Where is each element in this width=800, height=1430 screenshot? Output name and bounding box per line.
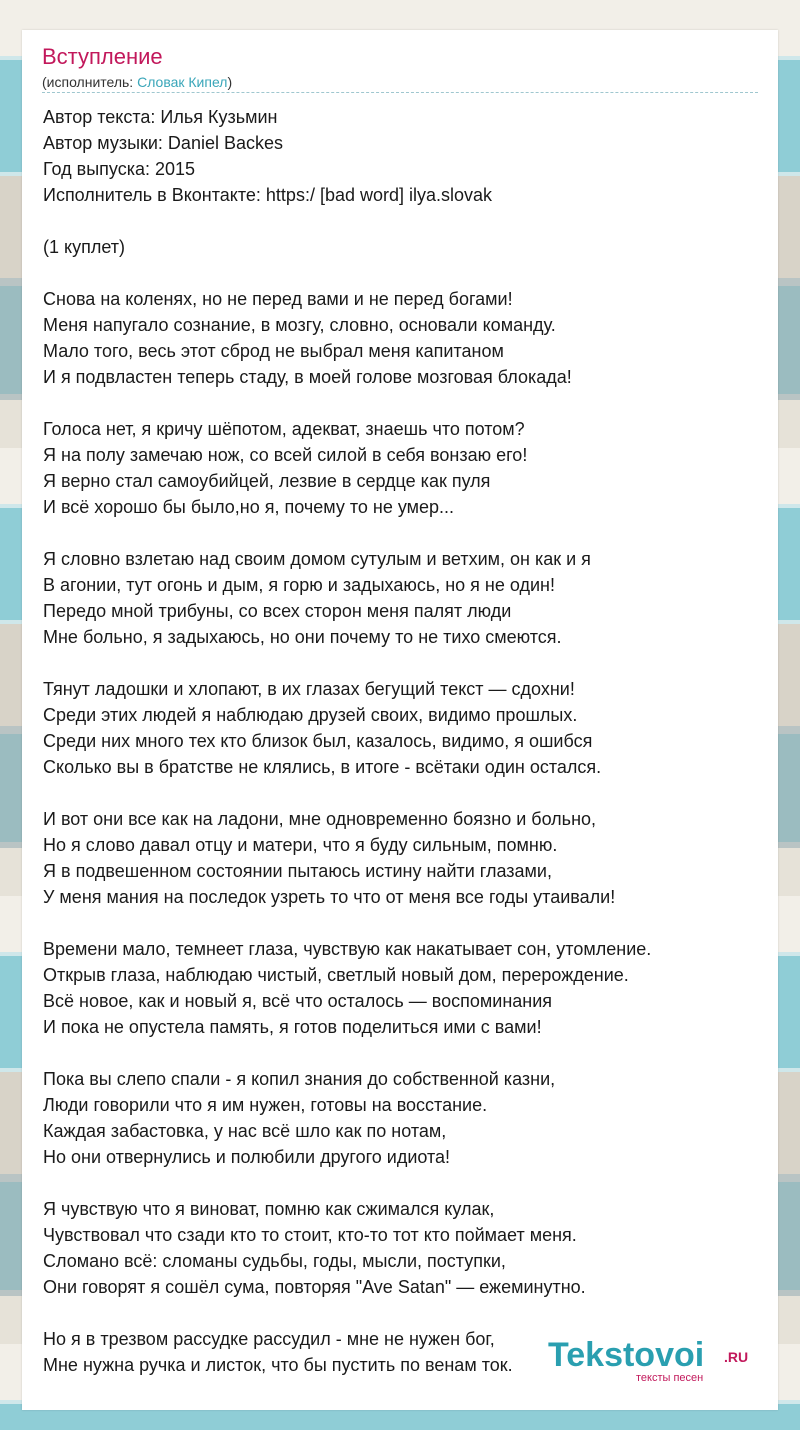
lyrics-line	[43, 910, 763, 936]
lyrics-line: Мне больно, я задыхаюсь, но они почему то не тихо смеются.	[43, 627, 562, 647]
logo-tagline: тексты песен	[636, 1372, 704, 1384]
lyrics-line: Мне нужна ручка и листок, что бы пустить по венам ток.	[43, 1355, 513, 1375]
lyrics-line: (1 куплет)	[43, 237, 125, 257]
lyrics-line: Среди них много тех кто близок был, казалось, видимо, я ошибся	[43, 731, 593, 751]
header-divider	[42, 92, 758, 93]
lyrics-line: Я верно стал самоубийцей, лезвие в сердце как пуля	[43, 471, 491, 491]
lyrics-line	[43, 650, 763, 676]
artist-prefix: (исполнитель:	[42, 74, 138, 90]
lyrics-line: Я чувствую что я виноват, помню как сжимался кулак,	[43, 1199, 495, 1219]
lyrics-line: Чувствовал что сзади кто то стоит, кто-то тот кто поймает меня.	[43, 1225, 577, 1245]
lyrics-line: Исполнитель в Вконтакте: https:/ [bad word] ilya.slovak	[43, 185, 493, 205]
lyrics-line: Всё новое, как и новый я, всё что осталось — воспоминания	[43, 991, 553, 1011]
lyrics-line: У меня мания на последок узреть то что от меня все годы утаивали!	[43, 887, 616, 907]
lyrics-line: Меня напугало сознание, в мозгу, словно, основали команду.	[43, 315, 556, 335]
lyrics-line: И вот они все как на ладони, мне одновременно боязно и больно,	[43, 809, 597, 829]
lyrics-text	[43, 104, 763, 1378]
lyrics-line: Голоса нет, я кричу шёпотом, адекват, знаешь что потом?	[43, 419, 525, 439]
logo-tld: .RU	[724, 1349, 749, 1365]
lyrics-line: Я на полу замечаю нож, со всей силой в себя вонзаю его!	[43, 445, 528, 465]
lyrics-line	[43, 780, 763, 806]
lyrics-line: Снова на коленях, но не перед вами и не перед богами!	[43, 289, 513, 309]
lyrics-line	[43, 1040, 763, 1066]
lyrics-line	[43, 390, 763, 416]
lyrics-line: Автор музыки: Daniel Backes	[43, 133, 283, 153]
lyrics-line: Мало того, весь этот сброд не выбрал меня капитаном	[43, 341, 504, 361]
lyrics-line: В агонии, тут огонь и дым, я горю и задыхаюсь, но я не один!	[43, 575, 555, 595]
song-title: Вступление	[42, 44, 163, 69]
artist-line	[42, 73, 232, 91]
lyrics-line: И пока не опустела память, я готов поделиться ими с вами!	[43, 1017, 542, 1037]
lyrics-line: Передо мной трибуны, со всех сторон меня палят люди	[43, 601, 512, 621]
lyrics-line	[43, 1170, 763, 1196]
lyrics-line: Каждая забастовка, у нас всё шло как по нотам,	[43, 1121, 447, 1141]
lyrics-line: Но они отвернулись и полюбили другого идиота!	[43, 1147, 451, 1167]
lyrics-line: Но я слово давал отцу и матери, что я буду сильным, помню.	[43, 835, 558, 855]
lyrics-card	[22, 30, 778, 1410]
lyrics-line: И всё хорошо бы было,но я, почему то не умер...	[43, 497, 455, 517]
lyrics-line: Я в подвешенном состоянии пытаюсь истину найти глазами,	[43, 861, 552, 881]
lyrics-line: Люди говорили что я им нужен, готовы на восстание.	[43, 1095, 488, 1115]
lyrics-line	[43, 260, 763, 286]
lyrics-line: Времени мало, темнеет глаза, чувствую как накатывает сон, утомление.	[43, 939, 652, 959]
lyrics-line	[43, 1300, 763, 1326]
site-logo[interactable]	[548, 1336, 758, 1384]
lyrics-line: Год выпуска: 2015	[43, 159, 196, 179]
lyrics-line: Я словно взлетаю над своим домом сутулым и ветхим, он как и я	[43, 549, 591, 569]
lyrics-line	[43, 208, 763, 234]
artist-link[interactable]: Словак Кипел	[137, 74, 228, 90]
lyrics-line: Тянут ладошки и хлопают, в их глазах бегущий текст — сдохни!	[43, 679, 575, 699]
lyrics-line: Сколько вы в братстве не клялись, в итоге - всётаки один остался.	[43, 757, 602, 777]
lyrics-line: Они говорят я сошёл сума, повторяя "Ave Satan" — ежеминутно.	[43, 1277, 586, 1297]
lyrics-line: Но я в трезвом рассудке рассудил - мне не нужен бог,	[43, 1329, 495, 1349]
lyrics-line: Автор текста: Илья Кузьмин	[43, 107, 278, 127]
lyrics-line: Среди этих людей я наблюдаю друзей своих, видимо прошлых.	[43, 705, 578, 725]
lyrics-line	[43, 520, 763, 546]
artist-suffix: )	[227, 74, 233, 90]
lyrics-line: И я подвластен теперь стаду, в моей голове мозговая блокада!	[43, 367, 572, 387]
logo-wordmark: Tekstovoi	[548, 1336, 705, 1374]
lyrics-line: Сломано всё: сломаны судьбы, годы, мысли, поступки,	[43, 1251, 506, 1271]
lyrics-line: Открыв глаза, наблюдаю чистый, светлый новый дом, перерождение.	[43, 965, 629, 985]
lyrics-line: Пока вы слепо спали - я копил знания до собственной казни,	[43, 1069, 556, 1089]
